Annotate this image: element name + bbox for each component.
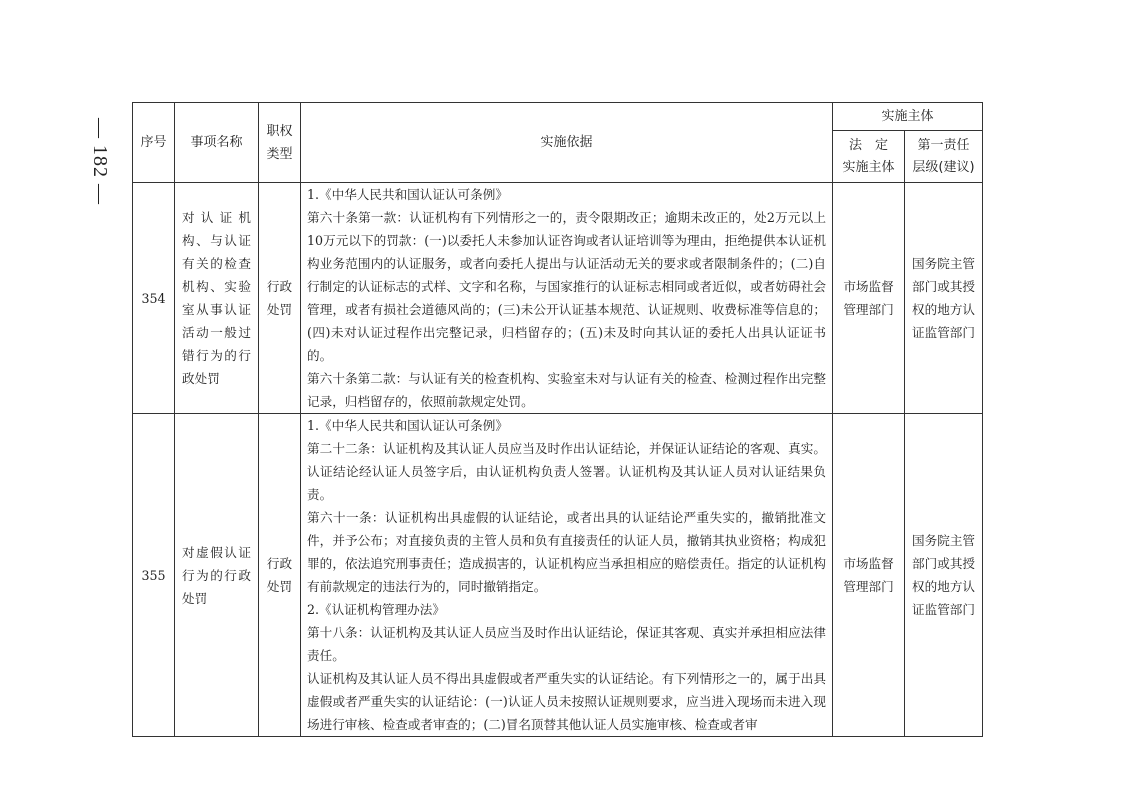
basis-paragraph: 第六十条第二款：与认证有关的检查机构、实验室未对与认证有关的检查、检测过程作出完整记录，归档留存的，依照前款规定处罚。 [307, 371, 826, 409]
row-name: 对虚假认证行为的行政处罚 [175, 414, 259, 737]
row-type: 行政 处罚 [259, 414, 301, 737]
row-basis [301, 183, 833, 414]
basis-paragraph: 2.《认证机构管理办法》 [307, 602, 445, 617]
basis-paragraph: 第十八条：认证机构及其认证人员应当及时作出认证结论，保证其客观、真实并承担相应法律责任。 [307, 625, 826, 663]
header-name: 事项名称 [175, 103, 259, 183]
row-legal-subject: 市场监督管理部门 [833, 414, 905, 737]
header-legal-subject: 法 定 实施主体 [833, 131, 905, 183]
row-index: 355 [133, 414, 175, 737]
basis-paragraph: 第二十二条：认证机构及其认证人员应当及时作出认证结论，并保证认证结论的客观、真实。认证结论经认证人员签字后，由认证机构负责人签署。认证机构及其认证人员对认证结果负责。 [307, 441, 826, 502]
basis-paragraph: 1.《中华人民共和国认证认可条例》 [307, 187, 508, 202]
header-basis: 实施依据 [301, 103, 833, 183]
table-row [133, 183, 983, 414]
row-type: 行政 处罚 [259, 183, 301, 414]
header-first-level: 第一责任 层级(建议) [905, 131, 983, 183]
row-index: 354 [133, 183, 175, 414]
basis-paragraph: 第六十一条：认证机构出具虚假的认证结论，或者出具的认证结论严重失实的，撤销批准文件，并予公布；对直接负责的主管人员和负有直接责任的认证人员，撤销其执业资格；构成犯罪的，依法追究刑事责任；造成损害的，认证机构应当承担相应的赔偿责任。指定的认证机构有前款规定的违法行为的，同时撤销指定。 [307, 510, 826, 594]
basis-paragraph: 1.《中华人民共和国认证认可条例》 [307, 418, 508, 433]
page-number: — 182 — [89, 118, 111, 205]
header-type: 职权类型 [259, 103, 301, 183]
basis-paragraph: 第六十条第一款：认证机构有下列情形之一的，责令限期改正；逾期未改正的，处2万元以上10万元以下的罚款：(一)以委托人未参加认证咨询或者认证培训等为理由，拒绝提供本认证机构业务范围内的认证服务，或者向委托人提出与认证活动无关的要求或者限制条件的；(二)自行制定的认证标志的式样、文字和名称，与国家推行的认证标志相同或者近似，或者妨碍社会管理，或者有损社会道德风尚的；(三)未公开认证基本规范、认证规则、收费标准等信息的；(四)未对认证过程作出完整记录，归档留存的；(五)未及时向其认证的委托人出具认证证书的。 [307, 210, 826, 363]
row-name: 对认证机构、与认证有关的检查机构、实验室从事认证活动一般过错行为的行政处罚 [175, 183, 259, 414]
row-first-level: 国务院主管部门或其授权的地方认证监管部门 [905, 183, 983, 414]
authority-table [132, 102, 983, 737]
table-row [133, 414, 983, 737]
header-subject: 实施主体 [833, 103, 983, 131]
row-basis [301, 414, 833, 737]
basis-paragraph: 认证机构及其认证人员不得出具虚假或者严重失实的认证结论。有下列情形之一的，属于出具虚假或者严重失实的认证结论：(一)认证人员未按照认证规则要求，应当进入现场而未进入现场进行审核、检查或者审查的；(二)冒名顶替其他认证人员实施审核、检查或者审 [307, 671, 826, 732]
row-legal-subject: 市场监督管理部门 [833, 183, 905, 414]
row-first-level: 国务院主管部门或其授权的地方认证监管部门 [905, 414, 983, 737]
header-index: 序号 [133, 103, 175, 183]
